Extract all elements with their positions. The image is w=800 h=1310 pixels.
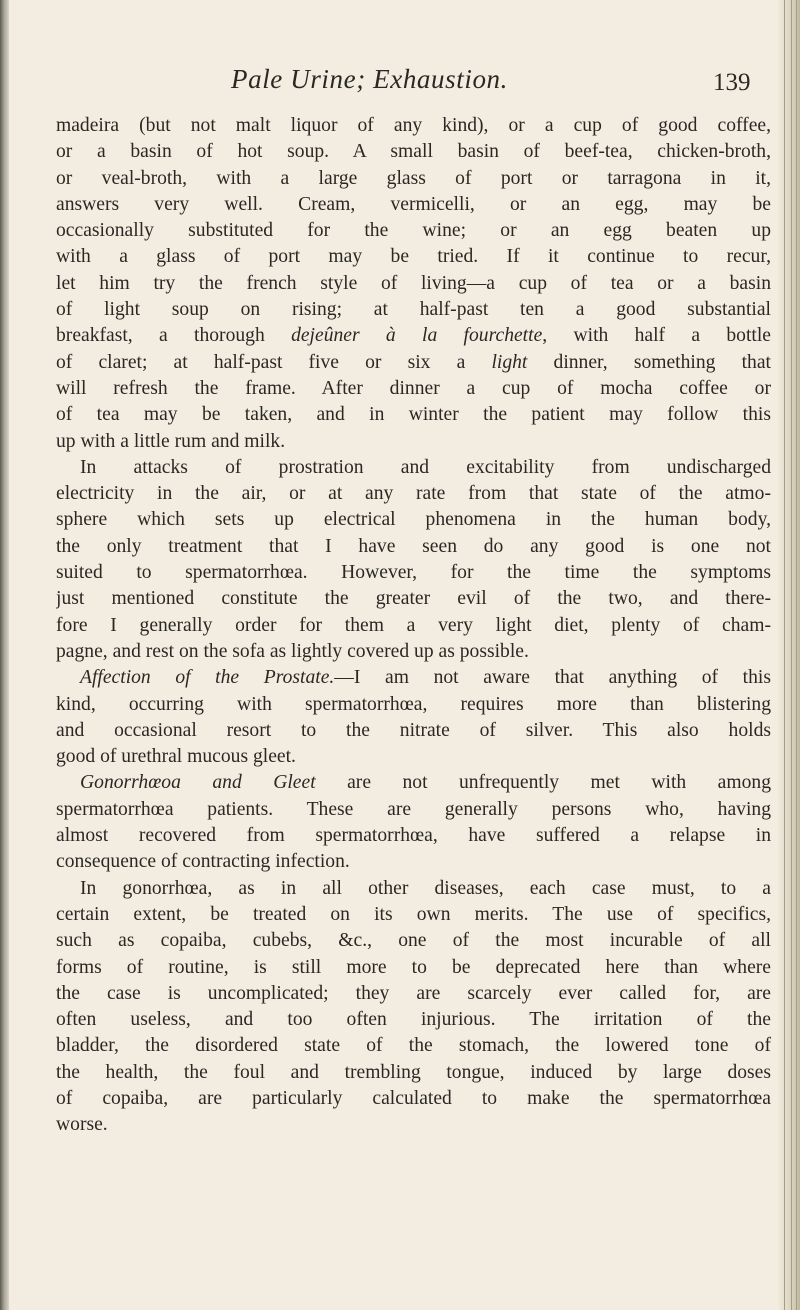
text-line: good of urethral mucous gleet. bbox=[56, 746, 296, 768]
text-line: In gonorrhœa, as in all other diseases, each case must, to a bbox=[80, 877, 771, 899]
text-line: the case is uncomplicated; they are scarcely ever called for, are bbox=[56, 982, 771, 1004]
text-line bbox=[56, 770, 771, 796]
text-line: madeira (but not malt liquor of any kind), or a cup of good coffee, bbox=[56, 115, 771, 136]
text-line: often useless, and too often injurious. The irritation of the bbox=[56, 1009, 771, 1031]
italic-phrase: dejeûner à la fourchette bbox=[291, 325, 543, 347]
text-line: of tea may be taken, and in winter the patient may follow this bbox=[56, 404, 771, 426]
text-line: up with a little rum and milk. bbox=[56, 430, 286, 452]
text-line: forms of routine, is still more to be deprecated here than where bbox=[56, 956, 771, 978]
text-line: consequence of contracting infection. bbox=[56, 851, 350, 873]
text-line: the only treatment that I have seen do any good is one not bbox=[56, 535, 771, 557]
text-line: suited to spermatorrhœa. However, for the time the symptoms bbox=[56, 562, 771, 584]
text-line: and occasional resort to the nitrate of silver. This also holds bbox=[56, 719, 771, 741]
text-fragment: of claret; at half-past five or six a bbox=[56, 351, 492, 373]
text-line bbox=[56, 665, 771, 691]
text-line: will refresh the frame. After dinner a cup of mocha coffee or bbox=[56, 377, 771, 399]
text-line bbox=[56, 323, 771, 349]
page-edge-line bbox=[796, 0, 797, 1310]
text-line: bladder, the disordered state of the stomach, the lowered tone of bbox=[56, 1035, 771, 1057]
text-fragment: are not unfrequently met with among bbox=[315, 772, 771, 794]
text-line: electricity in the air, or at any rate from that state of the atmo- bbox=[56, 483, 771, 505]
text-line: or a basin of hot soup. A small basin of beef-tea, chicken-broth, bbox=[56, 141, 771, 163]
text-fragment: dinner, something that bbox=[527, 351, 771, 373]
running-title: Pale Urine; Exhaustion. bbox=[231, 64, 508, 94]
text-line: certain extent, be treated on its own merits. The use of specifics, bbox=[56, 903, 771, 925]
body-text bbox=[56, 113, 771, 1139]
page-edge-line bbox=[791, 0, 792, 1310]
text-line: pagne, and rest on the sofa as lightly covered up as possible. bbox=[56, 640, 529, 662]
page-number: 139 bbox=[713, 69, 751, 96]
text-line: worse. bbox=[56, 1114, 108, 1136]
text-line: fore I generally order for them a very light diet, plenty of cham- bbox=[56, 614, 771, 636]
section-heading: Affection of the Prostate. bbox=[80, 667, 335, 689]
text-line: the health, the foul and trembling tongue, induced by large doses bbox=[56, 1061, 771, 1083]
text-fragment: breakfast, a thorough bbox=[56, 325, 292, 347]
text-line bbox=[56, 350, 771, 376]
text-fragment: —I am not aware that anything of this bbox=[334, 667, 771, 689]
text-line: sphere which sets up electrical phenomena in the human body, bbox=[56, 509, 771, 531]
text-line: of light soup on rising; at half-past ten a good substantial bbox=[56, 299, 771, 321]
text-line: just mentioned constitute the greater evil of the two, and there- bbox=[56, 588, 771, 610]
page-edge bbox=[778, 0, 800, 1310]
page-edge-line bbox=[784, 0, 785, 1310]
text-line: such as copaiba, cubebs, &c., one of the most incurable of all bbox=[56, 930, 771, 952]
page-gutter-shadow bbox=[0, 0, 9, 1310]
text-line: spermatorrhœa patients. These are generally persons who, having bbox=[56, 798, 771, 820]
text-line: with a glass of port may be tried. If it continue to recur, bbox=[56, 246, 771, 268]
italic-phrase: light bbox=[491, 351, 528, 373]
text-line: kind, occurring with spermatorrhœa, requires more than blistering bbox=[56, 693, 771, 715]
text-line: or veal-broth, with a large glass of port or tarragona in it, bbox=[56, 167, 771, 189]
text-line: let him try the french style of living—a cup of tea or a basin bbox=[56, 272, 771, 294]
text-fragment: , with half a bottle bbox=[542, 325, 771, 347]
text-line: answers very well. Cream, vermicelli, or an egg, may be bbox=[56, 193, 771, 215]
text-line: of copaiba, are particularly calculated to make the spermatorrhœa bbox=[56, 1087, 771, 1109]
text-line: almost recovered from spermatorrhœa, have suffered a relapse in bbox=[56, 825, 771, 847]
page-header bbox=[0, 64, 800, 104]
section-heading: Gonorrhœoa and Gleet bbox=[80, 772, 316, 794]
text-line: In attacks of prostration and excitability from undischarged bbox=[80, 456, 771, 478]
text-line: occasionally substituted for the wine; or an egg beaten up bbox=[56, 220, 771, 242]
